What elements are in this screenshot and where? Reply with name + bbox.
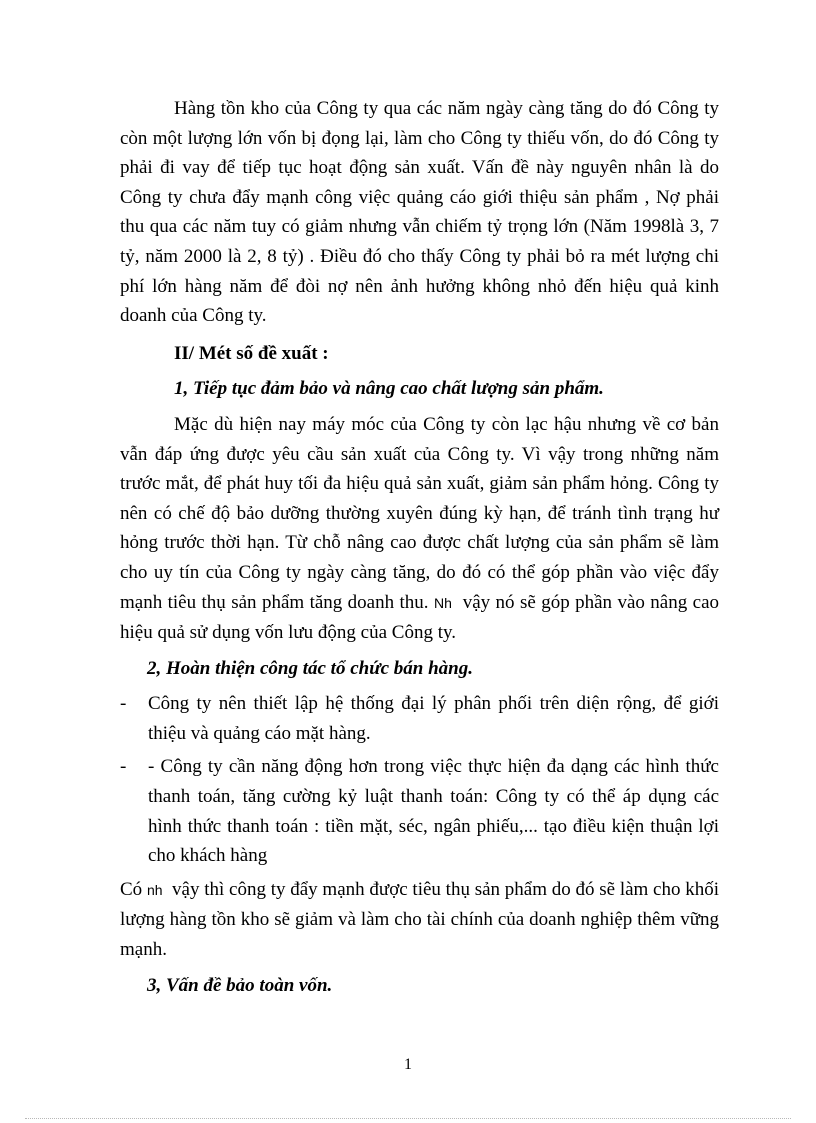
- bullet-text: - Công ty cần năng động hơn trong việc thực hiện đa dạng các hình thức thanh toán, tăng cường kỷ luật thanh toán: Công ty có thể áp dụng các hình thức thanh toán : tiền mặt, séc, ngân phiếu,... tạo điều kiện thuận lợi cho khách hàng: [148, 756, 719, 867]
- paragraph-quality-text-end: vậy nó sẽ góp phần vào nâng cao hiệu quả sử dụng vốn lưu động của Công ty.: [120, 591, 720, 644]
- paragraph-conclusion: [120, 875, 719, 965]
- paragraph-inventory: Hàng tồn kho của Công ty qua các năm ngày càng tăng do đó Công ty còn một lượng lớn vốn bị đọng lại, làm cho Công ty thiếu vốn, do đó Công ty phải đi vay để tiếp tục hoạt động sản xuất. Vấn đề này nguyên nhân là do Công ty chưa đẩy mạnh công việc quảng cáo giới thiệu sản phẩm , Nợ phải thu qua các năm tuy có giảm nhưng vẫn chiếm tỷ trọng lớn (Năm 1998là 3, 7 tỷ, năm 2000 là 2, 8 tỷ) . Điều đó cho thấy Công ty phải bỏ ra mét lượng chi phí lớn hàng năm để đòi nợ nên ảnh hưởng không nhỏ đến hiệu quả kinh doanh của Công ty.: [120, 98, 719, 327]
- list-item: [120, 752, 719, 870]
- document-body: [120, 94, 719, 1006]
- subheading-sales: 2, Hoàn thiện công tác tổ chức bán hàng.: [147, 657, 473, 679]
- paragraph-quality-text: Mặc dù hiện nay máy móc của Công ty còn lạc hậu nhưng về cơ bản vẫn đáp ứng được yêu cầu sản xuất của Công ty. Vì vậy trong những năm trước mắt, để phát huy tối đa hiệu quả sản xuất, giảm sản phẩm hỏng. Công ty nên có chế độ bảo dưỡng thường xuyên đúng kỳ hạn, để tránh tình trạng hư hỏng trước thời hạn. Từ chỗ nâng cao được chất lượng của sản phẩm sẽ làm cho uy tín của Công ty ngày càng tăng, do đó có thể góp phần vào việc đẩy mạnh tiêu thụ sản phẩm tăng doanh thu.: [120, 413, 719, 613]
- bullet-mark: -: [120, 693, 127, 715]
- bullet-mark: -: [120, 756, 127, 778]
- paragraph-quality: [120, 410, 719, 648]
- subheading-quality: 1, Tiếp tục đảm bảo và nâng cao chất lượng sản phẩm.: [174, 378, 604, 400]
- paragraph-conclusion-start: Có: [120, 878, 143, 900]
- paragraph-quality-fragment: Nh: [433, 594, 452, 611]
- page-number: 1: [404, 1056, 412, 1073]
- section-heading-proposals: II/ Mét số đề xuất :: [174, 342, 329, 364]
- paragraph-conclusion-fragment: nh: [146, 881, 163, 898]
- footer-divider: [25, 1118, 791, 1119]
- subheading-capital: 3, Vấn đề bảo toàn vốn.: [147, 974, 333, 996]
- bullet-text: Công ty nên thiết lập hệ thống đại lý phân phối trên diện rộng, để giới thiệu và quảng cáo mặt hàng.: [148, 693, 719, 744]
- paragraph-conclusion-text: vậy thì công ty đẩy mạnh được tiêu thụ sản phẩm do đó sẽ làm cho khối lượng hàng tồn kho sẽ giảm và làm cho tài chính của doanh nghiệp thêm vững mạnh.: [120, 878, 720, 961]
- list-item: [120, 689, 719, 748]
